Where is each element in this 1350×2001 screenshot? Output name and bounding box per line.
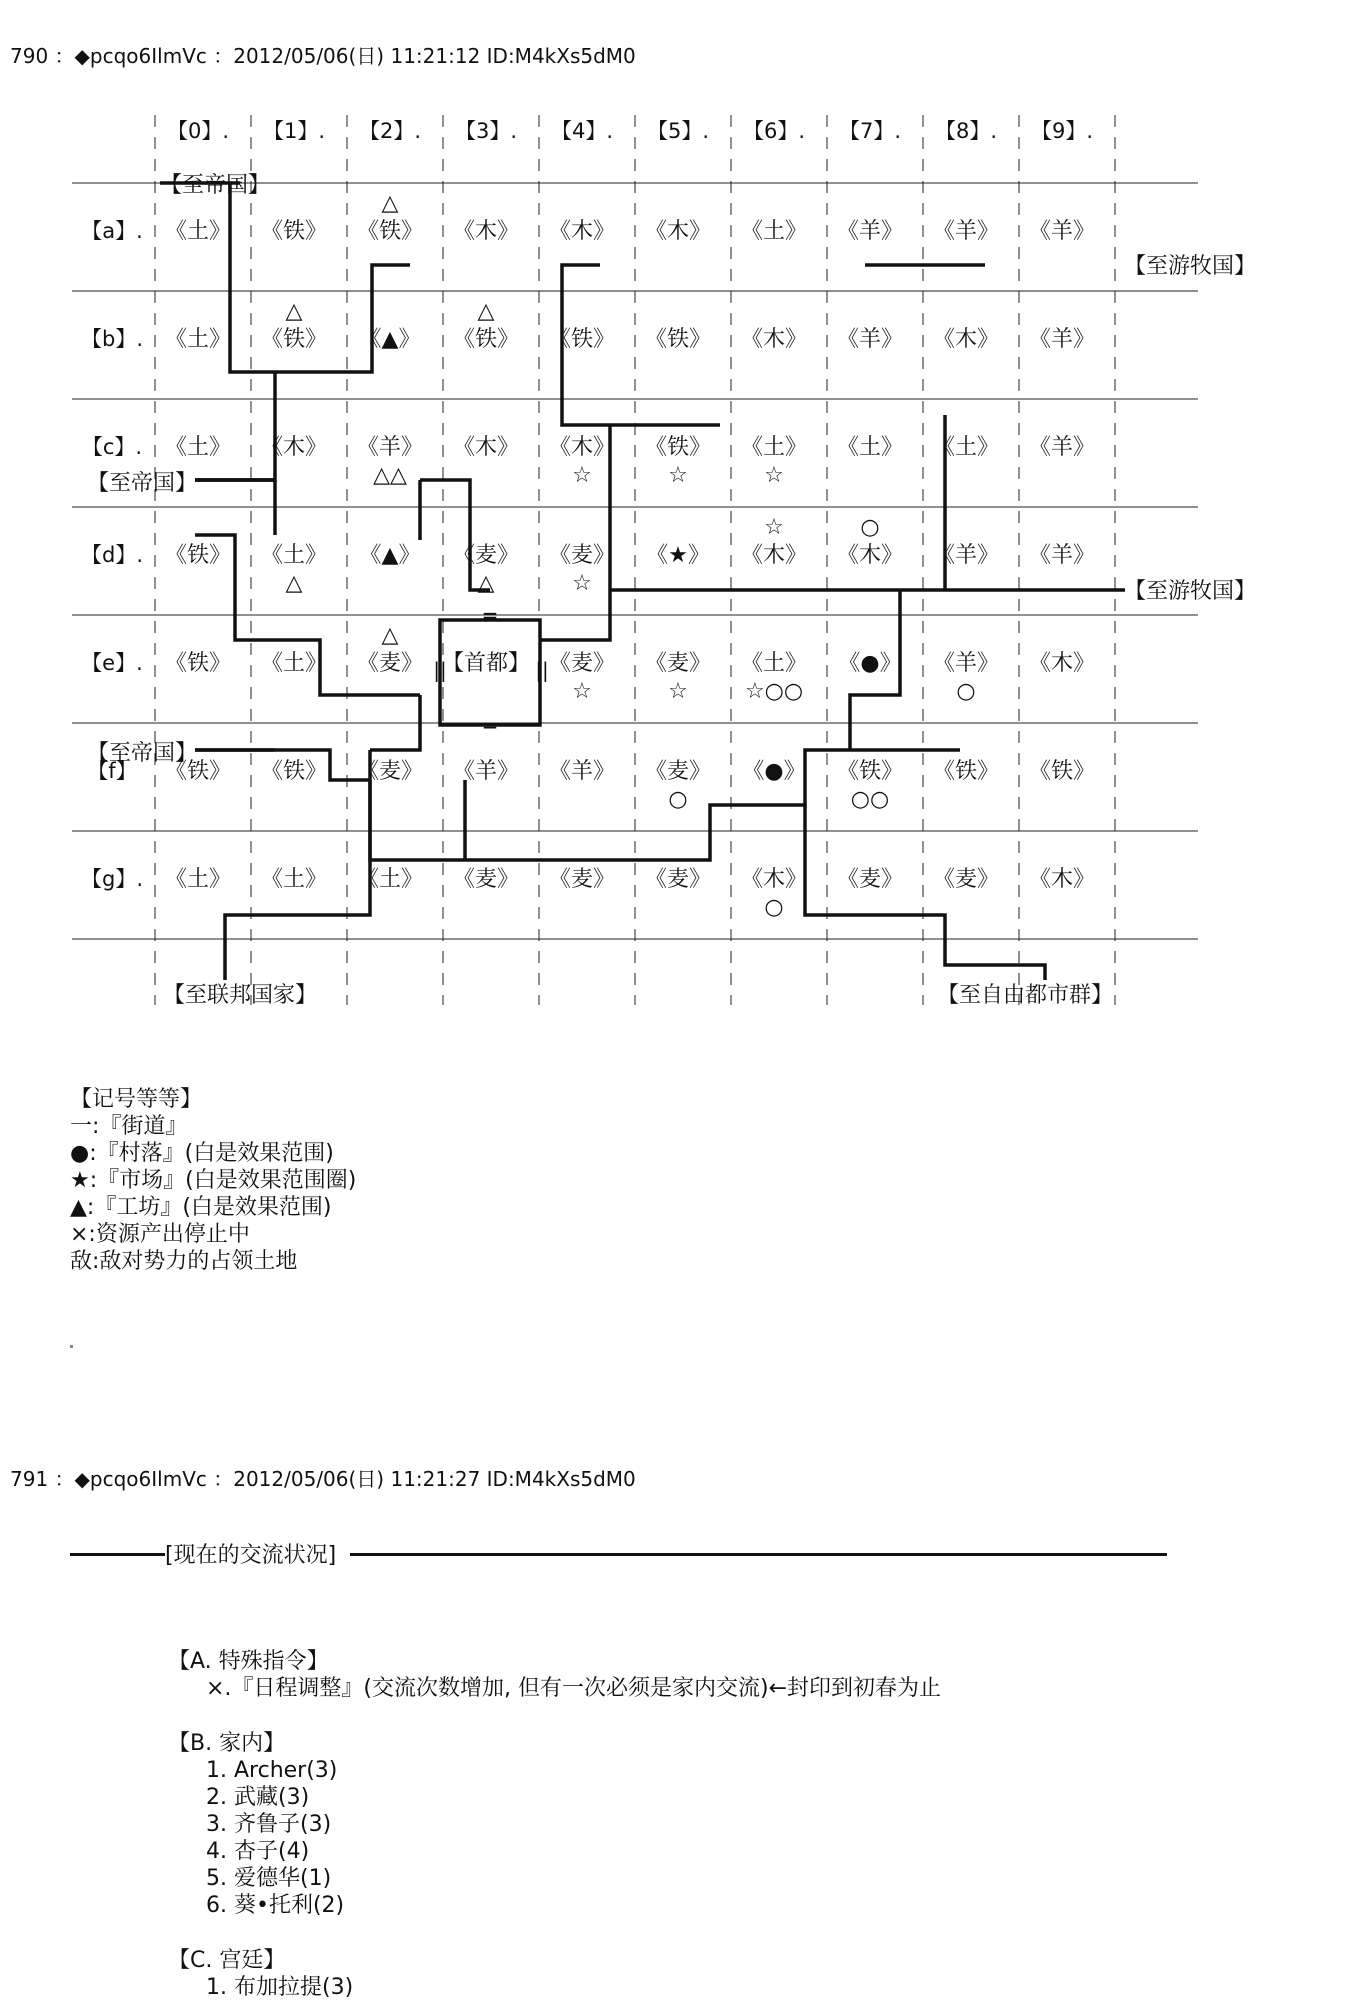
list-item: 4. 杏子(4) <box>206 1839 310 1864</box>
map-cell: 《铁》 <box>260 219 328 244</box>
row-label-5: 【f】 <box>87 759 137 783</box>
map-cell: 《铁》 <box>164 543 232 568</box>
map-cell: 《麦》 <box>644 867 712 892</box>
map-cell: 《羊》 <box>932 543 1000 568</box>
map-mark: ☆ <box>668 679 688 704</box>
list-item: 3. 齐鲁子(3) <box>206 1812 332 1837</box>
section-c <box>168 1947 353 2001</box>
map-cell: 《羊》 <box>1028 219 1096 244</box>
row-label-6: 【g】. <box>80 867 144 891</box>
map-cell: 《土》 <box>356 867 424 892</box>
map-cell: 《土》 <box>932 435 1000 460</box>
map-mark: ☆ <box>572 571 592 596</box>
map-mark: ☆ <box>764 463 784 488</box>
map-cell: 《●》 <box>742 759 806 784</box>
column-header-4: 【4】. <box>550 119 614 143</box>
map-cell: 《羊》 <box>1028 327 1096 352</box>
map-cell: 《麦》 <box>356 759 424 784</box>
map-cell: 《土》 <box>260 651 328 676</box>
capital-mark: = <box>481 713 499 737</box>
map-mark: ○ <box>668 787 688 812</box>
map-mark: ☆ <box>668 463 688 488</box>
post-header-791: 791 ：◆pcqo6IlmVc ：2012/05/06(日) 11:21:27 ID:M4kXs5dM0 <box>10 1467 636 1491</box>
map-cell: 《羊》 <box>836 219 904 244</box>
map-cell: 《★》 <box>646 543 710 568</box>
map-cell: 《木》 <box>644 219 712 244</box>
map-cell: 《麦》 <box>356 651 424 676</box>
map-cell: 《羊》 <box>1028 543 1096 568</box>
legend-item-market: ★:『市场』(白是效果范围圈) <box>70 1168 357 1193</box>
map-mark: △ <box>381 623 399 648</box>
map-cell: 《土》 <box>164 327 232 352</box>
map-cell: 《铁》 <box>644 435 712 460</box>
map-cell: 《土》 <box>740 435 808 460</box>
map-cell: 《土》 <box>836 435 904 460</box>
map-cell: 《麦》 <box>836 867 904 892</box>
map-cell: 《木》 <box>836 543 904 568</box>
map-mark: △ <box>477 571 495 596</box>
map-cell: 《铁》 <box>548 327 616 352</box>
map-cell: 《土》 <box>260 543 328 568</box>
list-item: 6. 葵•托利(2) <box>206 1893 345 1918</box>
legend <box>70 1086 356 1275</box>
map-cell: 《麦》 <box>452 543 520 568</box>
map-cell: 《麦》 <box>548 543 616 568</box>
map-mark: △ <box>477 299 495 324</box>
section-a-title: 【A. 特殊指令】 <box>168 1649 329 1674</box>
map-cell: 《土》 <box>164 867 232 892</box>
map-cell: 《麦》 <box>932 867 1000 892</box>
column-header-9: 【9】. <box>1030 119 1094 143</box>
legend-title: 【记号等等】 <box>70 1087 203 1112</box>
row-label-3: 【d】. <box>80 543 144 567</box>
map-cell: 《土》 <box>260 867 328 892</box>
map-mark: ○ <box>860 515 880 540</box>
row-label-4: 【e】. <box>81 651 143 675</box>
map-cell: 《土》 <box>740 219 808 244</box>
map-mark: ○○ <box>850 787 890 812</box>
map-cell: 《铁》 <box>260 327 328 352</box>
map-mark: ☆○○ <box>744 679 804 704</box>
map-cell: 《麦》 <box>548 867 616 892</box>
map-cell: 《铁》 <box>356 219 424 244</box>
legend-item-workshop: ▲:『工坊』(白是效果范围) <box>70 1195 332 1220</box>
map-cell: 《木》 <box>740 543 808 568</box>
map-cell: 《土》 <box>164 219 232 244</box>
list-item: 1. 布加拉提(3) <box>206 1975 354 2000</box>
map-cell: 《羊》 <box>548 759 616 784</box>
map-cell: 《铁》 <box>1028 759 1096 784</box>
map-cell: 《木》 <box>740 327 808 352</box>
map-cell: 《羊》 <box>836 327 904 352</box>
map-cell: 《木》 <box>452 219 520 244</box>
map-mark: △ <box>285 299 303 324</box>
map-mark: ○ <box>956 679 976 704</box>
legend-item-stopped: ×:资源产出停止中 <box>70 1222 250 1247</box>
map-cell: 《铁》 <box>836 759 904 784</box>
exit-label: 【至自由都市群】 <box>936 983 1114 1008</box>
column-header-7: 【7】. <box>838 119 902 143</box>
list-item: 1. Archer(3) <box>206 1758 338 1783</box>
section-rule-left <box>70 1553 165 1556</box>
legend-item-village: ●:『村落』(白是效果范围) <box>70 1141 334 1166</box>
section-title: [现在的交流状况] <box>165 1543 337 1568</box>
map-cell: 《羊》 <box>932 651 1000 676</box>
section-b-title: 【B. 家内】 <box>168 1731 286 1756</box>
column-header-3: 【3】. <box>454 119 518 143</box>
map-mark: ☆ <box>764 515 784 540</box>
map-cell: 《铁》 <box>452 327 520 352</box>
column-header-8: 【8】. <box>934 119 998 143</box>
road-line <box>195 372 275 480</box>
map-cell: 《木》 <box>932 327 1000 352</box>
map-cell: 《▲》 <box>359 327 421 352</box>
map-cell: 《麦》 <box>452 867 520 892</box>
map-cell: 《土》 <box>164 435 232 460</box>
map-mark: ○ <box>764 895 784 920</box>
map-cell: 《羊》 <box>356 435 424 460</box>
exit-label: 【至联邦国家】 <box>162 983 318 1008</box>
column-header-5: 【5】. <box>646 119 710 143</box>
list-item: 5. 爱德华(1) <box>206 1866 332 1891</box>
map-cell: 《木》 <box>260 435 328 460</box>
column-header-1: 【1】. <box>262 119 326 143</box>
map-cell: 《铁》 <box>644 327 712 352</box>
exit-label: 【至帝国】 <box>86 471 198 496</box>
column-header-2: 【2】. <box>358 119 422 143</box>
map-cell: 《羊》 <box>452 759 520 784</box>
stray-dot <box>70 1345 73 1348</box>
exit-label: 【至游牧国】 <box>1123 254 1257 279</box>
capital-mark: || <box>433 658 447 682</box>
section-b <box>168 1730 344 1919</box>
map-cell: 《木》 <box>452 435 520 460</box>
map-cell: 《麦》 <box>644 651 712 676</box>
map-cell: 《铁》 <box>260 759 328 784</box>
section-a <box>168 1648 941 1702</box>
map-cell: 《麦》 <box>548 651 616 676</box>
list-item: 2. 武藏(3) <box>206 1785 310 1810</box>
map-cell: 《▲》 <box>359 543 421 568</box>
map-cell: 《铁》 <box>164 759 232 784</box>
row-label-0: 【a】. <box>81 219 143 243</box>
map-cell: 《木》 <box>740 867 808 892</box>
map-cell: 《●》 <box>838 651 902 676</box>
section-a-item: ×.『日程调整』(交流次数增加, 但有一次必须是家内交流)←封印到初春为止 <box>206 1676 942 1701</box>
map-cell: 《羊》 <box>1028 435 1096 460</box>
map-cell: 【首都】 <box>441 651 531 676</box>
exit-label: 【至帝国】 <box>86 741 198 766</box>
map-cell: 《麦》 <box>644 759 712 784</box>
capital-mark: = <box>481 603 499 627</box>
section-rule-right <box>350 1553 1167 1556</box>
column-header-6: 【6】. <box>742 119 806 143</box>
map-cell: 《羊》 <box>932 219 1000 244</box>
map-mark: △△ <box>373 463 407 488</box>
column-header-0: 【0】. <box>166 119 230 143</box>
map-cell: 《木》 <box>1028 867 1096 892</box>
capital-mark: || <box>535 658 549 682</box>
map-mark: △ <box>381 191 399 216</box>
row-label-1: 【b】. <box>80 327 144 351</box>
map-cell: 《木》 <box>548 435 616 460</box>
map-mark: ☆ <box>572 463 592 488</box>
map-cell: 《土》 <box>740 651 808 676</box>
map-cell: 《木》 <box>1028 651 1096 676</box>
section-c-title: 【C. 宫廷】 <box>168 1948 286 1973</box>
map-cell: 《木》 <box>548 219 616 244</box>
map-mark: ☆ <box>572 679 592 704</box>
post-header-790: 790 ：◆pcqo6IlmVc ：2012/05/06(日) 11:21:12 ID:M4kXs5dM0 <box>10 44 636 68</box>
map-cell: 《铁》 <box>932 759 1000 784</box>
legend-item-enemy: 敌:敌对势力的占领土地 <box>70 1249 298 1274</box>
map-cell: 《铁》 <box>164 651 232 676</box>
exit-label: 【至游牧国】 <box>1123 579 1257 604</box>
exit-label: 【至帝国】 <box>159 173 271 198</box>
row-label-2: 【c】. <box>81 435 143 459</box>
map-mark: △ <box>285 571 303 596</box>
legend-item-road: 一:『街道』 <box>70 1114 188 1139</box>
